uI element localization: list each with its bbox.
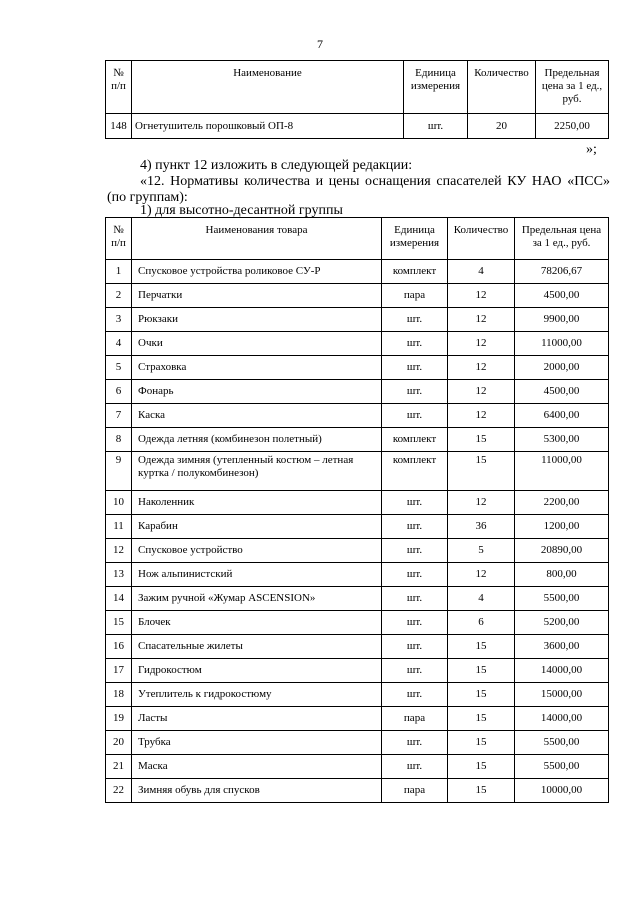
row-number: 10: [106, 491, 132, 515]
row-number: 16: [106, 635, 132, 659]
unit-of-measure: пара: [382, 779, 448, 803]
subsection-heading: 1) для высотно-десантной группы: [140, 203, 343, 218]
max-unit-price: 5300,00: [515, 428, 609, 452]
item-name: Карабин: [132, 515, 382, 539]
row-number: 17: [106, 659, 132, 683]
unit-of-measure: шт.: [382, 332, 448, 356]
table-header-row: [106, 61, 609, 114]
unit-of-measure: шт.: [404, 114, 468, 139]
table-row: [106, 428, 609, 452]
table-row: [106, 587, 609, 611]
quantity: 12: [448, 404, 515, 428]
row-number: 2: [106, 284, 132, 308]
item-name: Перчатки: [132, 284, 382, 308]
unit-of-measure: пара: [382, 707, 448, 731]
item-name: Рюкзаки: [132, 308, 382, 332]
header-num: № п/п: [106, 218, 132, 260]
item-name: Спасательные жилеты: [132, 635, 382, 659]
row-number: 3: [106, 308, 132, 332]
table-row: [106, 356, 609, 380]
unit-of-measure: пара: [382, 284, 448, 308]
row-number: 1: [106, 260, 132, 284]
row-number: 20: [106, 731, 132, 755]
row-number: 8: [106, 428, 132, 452]
item-name: Каска: [132, 404, 382, 428]
row-number: 21: [106, 755, 132, 779]
quantity: 12: [448, 356, 515, 380]
item-name: Гидрокостюм: [132, 659, 382, 683]
table-row: [106, 779, 609, 803]
row-number: 15: [106, 611, 132, 635]
unit-of-measure: шт.: [382, 611, 448, 635]
equipment-table-continued: [105, 60, 609, 139]
quantity: 20: [468, 114, 536, 139]
max-unit-price: 5500,00: [515, 587, 609, 611]
max-unit-price: 1200,00: [515, 515, 609, 539]
item-name: Одежда зимняя (утепленный костюм – летная куртка / полукомбинезон): [132, 452, 382, 491]
table-row: [106, 611, 609, 635]
row-number: 7: [106, 404, 132, 428]
header-name: Наименование: [132, 61, 404, 114]
table-row: [106, 731, 609, 755]
item-name: Спусковое устройство: [132, 539, 382, 563]
quantity: 15: [448, 635, 515, 659]
max-unit-price: 14000,00: [515, 659, 609, 683]
max-unit-price: 3600,00: [515, 635, 609, 659]
item-name: Ласты: [132, 707, 382, 731]
header-qty: Количество: [468, 61, 536, 114]
table-row: [106, 491, 609, 515]
unit-of-measure: шт.: [382, 356, 448, 380]
unit-of-measure: комплект: [382, 260, 448, 284]
quantity: 15: [448, 779, 515, 803]
header-unit: Единица измерения: [382, 218, 448, 260]
quantity: 15: [448, 428, 515, 452]
header-price: Предельная цена за 1 ед., руб.: [536, 61, 609, 114]
unit-of-measure: шт.: [382, 563, 448, 587]
header-price: Предельная цена за 1 ед., руб.: [515, 218, 609, 260]
unit-of-measure: шт.: [382, 587, 448, 611]
row-number: 12: [106, 539, 132, 563]
unit-of-measure: шт.: [382, 635, 448, 659]
quantity: 12: [448, 332, 515, 356]
item-name: Трубка: [132, 731, 382, 755]
max-unit-price: 5500,00: [515, 755, 609, 779]
max-unit-price: 6400,00: [515, 404, 609, 428]
amendment-item-4: 4) пункт 12 изложить в следующей редакции:: [140, 158, 413, 173]
table-row: [106, 380, 609, 404]
item-name: Зажим ручной «Жумар ASCENSION»: [132, 587, 382, 611]
table-row: [106, 755, 609, 779]
quantity: 12: [448, 284, 515, 308]
item-name: Спусковое устройства роликовое СУ-Р: [132, 260, 382, 284]
table-row: [106, 404, 609, 428]
table-row: [106, 452, 609, 491]
section-title-line1: «12. Нормативы количества и цены оснащения спасателей КУ НАО «ПСС»: [140, 174, 610, 189]
table-row: [106, 683, 609, 707]
table-row: [106, 635, 609, 659]
row-number: 14: [106, 587, 132, 611]
table-row: [106, 539, 609, 563]
item-name: Очки: [132, 332, 382, 356]
row-number: 5: [106, 356, 132, 380]
max-unit-price: 2200,00: [515, 491, 609, 515]
quantity: 12: [448, 308, 515, 332]
quantity: 15: [448, 452, 515, 491]
item-name: Страховка: [132, 356, 382, 380]
max-unit-price: 9900,00: [515, 308, 609, 332]
page-number: 7: [317, 37, 323, 51]
table-row: [106, 515, 609, 539]
unit-of-measure: шт.: [382, 683, 448, 707]
max-unit-price: 800,00: [515, 563, 609, 587]
max-unit-price: 15000,00: [515, 683, 609, 707]
max-unit-price: 5200,00: [515, 611, 609, 635]
item-name: Нож альпинистский: [132, 563, 382, 587]
item-name: Одежда летняя (комбинезон полетный): [132, 428, 382, 452]
unit-of-measure: комплект: [382, 452, 448, 491]
max-unit-price: 20890,00: [515, 539, 609, 563]
quantity: 15: [448, 731, 515, 755]
row-number: 18: [106, 683, 132, 707]
row-number: 13: [106, 563, 132, 587]
unit-of-measure: комплект: [382, 428, 448, 452]
item-name: Огнетушитель порошковый ОП-8: [132, 114, 404, 139]
max-unit-price: 78206,67: [515, 260, 609, 284]
max-unit-price: 4500,00: [515, 284, 609, 308]
row-number: 6: [106, 380, 132, 404]
equipment-norms-table: [105, 217, 609, 803]
quantity: 15: [448, 683, 515, 707]
item-name: Маска: [132, 755, 382, 779]
item-name: Наколенник: [132, 491, 382, 515]
max-unit-price: 5500,00: [515, 731, 609, 755]
quantity: 36: [448, 515, 515, 539]
table-row: [106, 707, 609, 731]
table-header-row: [106, 218, 609, 260]
max-unit-price: 10000,00: [515, 779, 609, 803]
table-row: [106, 332, 609, 356]
table-row: [106, 659, 609, 683]
item-name: Фонарь: [132, 380, 382, 404]
header-unit: Единица измерения: [404, 61, 468, 114]
table-row: [106, 284, 609, 308]
unit-of-measure: шт.: [382, 659, 448, 683]
row-number: 19: [106, 707, 132, 731]
quantity: 12: [448, 380, 515, 404]
unit-of-measure: шт.: [382, 755, 448, 779]
table-row: [106, 114, 609, 139]
unit-of-measure: шт.: [382, 515, 448, 539]
max-unit-price: 2250,00: [536, 114, 609, 139]
item-name: Блочек: [132, 611, 382, 635]
item-name: Утеплитель к гидрокостюму: [132, 683, 382, 707]
row-number: 9: [106, 452, 132, 491]
quantity: 15: [448, 659, 515, 683]
table-row: [106, 260, 609, 284]
max-unit-price: 14000,00: [515, 707, 609, 731]
max-unit-price: 4500,00: [515, 380, 609, 404]
quantity: 12: [448, 563, 515, 587]
unit-of-measure: шт.: [382, 731, 448, 755]
quantity: 4: [448, 260, 515, 284]
unit-of-measure: шт.: [382, 539, 448, 563]
header-name: Наименования товара: [132, 218, 382, 260]
row-number: 11: [106, 515, 132, 539]
closing-quote: »;: [586, 142, 597, 157]
max-unit-price: 2000,00: [515, 356, 609, 380]
max-unit-price: 11000,00: [515, 332, 609, 356]
row-number: 22: [106, 779, 132, 803]
quantity: 15: [448, 755, 515, 779]
quantity: 15: [448, 707, 515, 731]
quantity: 12: [448, 491, 515, 515]
row-number: 4: [106, 332, 132, 356]
item-name: Зимняя обувь для спусков: [132, 779, 382, 803]
unit-of-measure: шт.: [382, 491, 448, 515]
quantity: 4: [448, 587, 515, 611]
table-row: [106, 563, 609, 587]
quantity: 5: [448, 539, 515, 563]
unit-of-measure: шт.: [382, 308, 448, 332]
row-number: 148: [106, 114, 132, 139]
header-qty: Количество: [448, 218, 515, 260]
table-row: [106, 308, 609, 332]
unit-of-measure: шт.: [382, 380, 448, 404]
quantity: 6: [448, 611, 515, 635]
header-num: № п/п: [106, 61, 132, 114]
max-unit-price: 11000,00: [515, 452, 609, 491]
section-title-line2: (по группам):: [107, 190, 188, 205]
unit-of-measure: шт.: [382, 404, 448, 428]
